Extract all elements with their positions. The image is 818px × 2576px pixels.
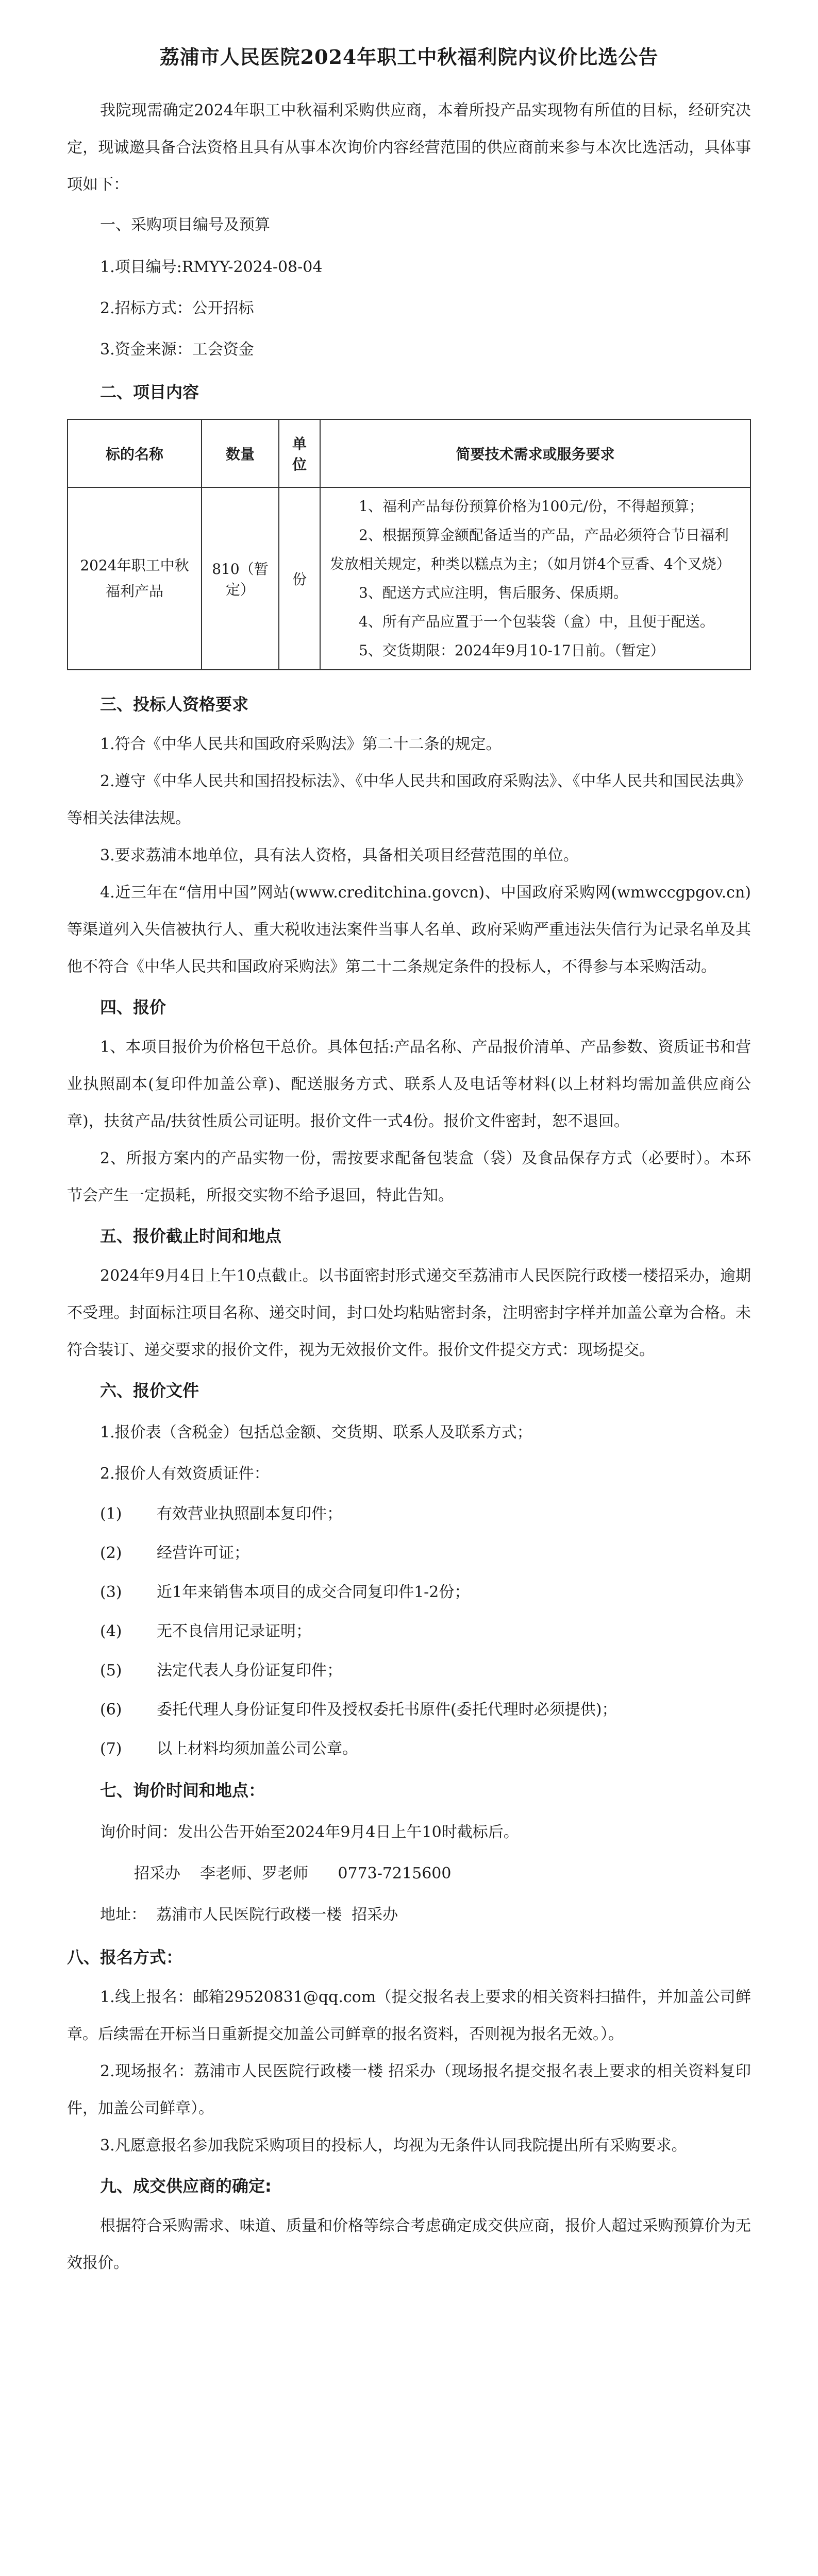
qualification-4: 4.近三年在“信用中国”网站(www.creditchina.govcn)、中国政府采购网(wmwccgpgov.cn)等渠道列入失信被执行人、重大税收违法案件当事人名单、政府采购严重违法失信行为记录名单及其他不符合《中华人民共和国政府采购法》第二十二条规定条件的投标人，不得参与本采购活动。 [67, 884, 751, 976]
project-number: 1.项目编号:RMYY-2024-08-04 [100, 258, 323, 276]
document-title: 荔浦市人民医院2024年职工中秋福利院内议价比选公告 [159, 45, 659, 69]
quote-doc-item-1: 1.报价表（含税金）包括总金额、交货期、联系人及联系方式； [100, 1423, 532, 1442]
registration-onsite: 2.现场报名：荔浦市人民医院行政楼一楼 招采办（现场报名提交报名表上要求的相关资料复印件，加盖公司鲜章）。 [67, 2062, 751, 2117]
section2-heading: 二、项目内容 [100, 382, 199, 402]
cell-quantity: 810（暂定） [202, 487, 279, 670]
table-row [68, 487, 750, 670]
qualification-3: 3.要求荔浦本地单位，具有法人资格，具备相关项目经营范围的单位。 [100, 846, 579, 865]
cell-item-name: 2024年职工中秋福利产品 [68, 487, 202, 670]
doc-list-item: (1) 有效营业执照副本复印件； [100, 1505, 342, 1523]
doc-list-item: (5) 法定代表人身份证复印件； [100, 1662, 342, 1680]
doc-list-item: (7) 以上材料均须加盖公司公章。 [100, 1740, 358, 1758]
header-quantity: 数量 [202, 419, 279, 487]
requirement-4: 4、所有产品应置于一个包装袋（盒）中，且便于配送。 [359, 613, 714, 630]
requirement-1: 1、福利产品每份预算价格为100元/份，不得超预算； [359, 498, 704, 515]
qualification-2: 2.遵守《中华人民共和国招投标法》、《中华人民共和国政府采购法》、《中华人民共和国民法典》等相关法律法规。 [67, 772, 751, 827]
inquiry-contact: 招采办 李老师、罗老师 0773-7215600 [134, 1865, 452, 1883]
inquiry-address: 地址： 荔浦市人民医院行政楼一楼 招采办 [100, 1906, 398, 1924]
section6-heading: 六、报价文件 [100, 1381, 199, 1400]
section5-heading: 五、报价截止时间和地点 [100, 1226, 282, 1246]
section1-heading: 一、采购项目编号及预算 [100, 216, 270, 234]
registration-online: 1.线上报名：邮箱29520831@qq.com（提交报名表上要求的相关资料扫描件，并加盖公司鲜章。后续需在开标当日重新提交加盖公司鲜章的报名资料，否则视为报名无效。）。 [67, 1988, 751, 2043]
deadline-paragraph: 2024年9月4日上午10点截止。以书面密封形式递交至荔浦市人民医院行政楼一楼招采办，逾期不受理。封面标注项目名称、递交时间，封口处均粘贴密封条，注明密封字样并加盖公章为合格。未符合装订、递交要求的报价文件，视为无效报价文件。报价文件提交方式：现场提交。 [67, 1267, 751, 1359]
requirement-3: 3、配送方式应注明，售后服务、保质期。 [359, 584, 628, 601]
section9-heading: 九、成交供应商的确定: [100, 2176, 272, 2196]
quote-doc-item-2: 2.报价人有效资质证件： [100, 1465, 270, 1483]
table-header-row [68, 419, 750, 487]
section4-heading: 四、报价 [100, 997, 166, 1017]
header-item-name: 标的名称 [68, 419, 202, 487]
section7-heading: 七、询价时间和地点： [100, 1781, 265, 1800]
requirement-5: 5、交货期限：2024年9月10-17日前。（暂定） [359, 642, 665, 659]
doc-list-item: (4) 无不良信用记录证明； [100, 1622, 311, 1640]
registration-consent: 3.凡愿意报名参加我院采购项目的投标人，均视为无条件认同我院提出所有采购要求。 [100, 2137, 687, 2155]
doc-list-item: (2) 经营许可证； [100, 1544, 249, 1562]
header-unit: 单位 [279, 419, 320, 487]
inquiry-time: 询价时间：发出公告开始至2024年9月4日上午10时截标后。 [100, 1823, 519, 1841]
cell-unit: 份 [279, 487, 320, 670]
requirement-2: 2、根据预算金额配备适当的产品，产品必须符合节日福利发放相关规定，种类以糕点为主；（如月饼4个豆香、4个叉烧） [330, 527, 731, 572]
quotation-para-1: 1、本项目报价为价格包干总价。具体包括:产品名称、产品报价清单、产品参数、资质证书和营业执照副本(复印件加盖公章)、配送服务方式、联系人及电话等材料(以上材料均需加盖供应商公章)，扶贫产品/扶贫性质公司证明。报价文件一式4份。报价文件密封，恕不退回。 [67, 1038, 751, 1130]
qualification-1: 1.符合《中华人民共和国政府采购法》第二十二条的规定。 [100, 735, 502, 753]
tender-method: 2.招标方式：公开招标 [100, 299, 254, 317]
vendor-determination: 根据符合采购需求、味道、质量和价格等综合考虑确定成交供应商，报价人超过采购预算价为无效报价。 [67, 2217, 751, 2272]
section3-heading: 三、投标人资格要求 [100, 694, 249, 714]
section8-heading: 八、报名方式： [67, 1947, 183, 1967]
project-content-table [67, 419, 751, 670]
doc-list-item: (3) 近1年来销售本项目的成交合同复印件1-2份； [100, 1583, 470, 1601]
fund-source: 3.资金来源：工会资金 [100, 341, 254, 359]
quotation-para-2: 2、所报方案内的产品实物一份，需按要求配备包装盒（袋）及食品保存方式（必要时）。本环节会产生一定损耗，所报交实物不给予退回，特此告知。 [67, 1149, 751, 1205]
header-requirements: 简要技术需求或服务要求 [320, 419, 750, 487]
cell-requirements [320, 487, 750, 670]
doc-list-item: (6) 委托代理人身份证复印件及授权委托书原件(委托代理时必须提供)； [100, 1701, 617, 1719]
intro-paragraph: 我院现需确定2024年职工中秋福利采购供应商，本着所投产品实现物有所值的目标，经研究决定，现诚邀具备合法资格且具有从事本次询价内容经营范围的供应商前来参与本次比选活动，具体事项如下： [67, 101, 751, 194]
